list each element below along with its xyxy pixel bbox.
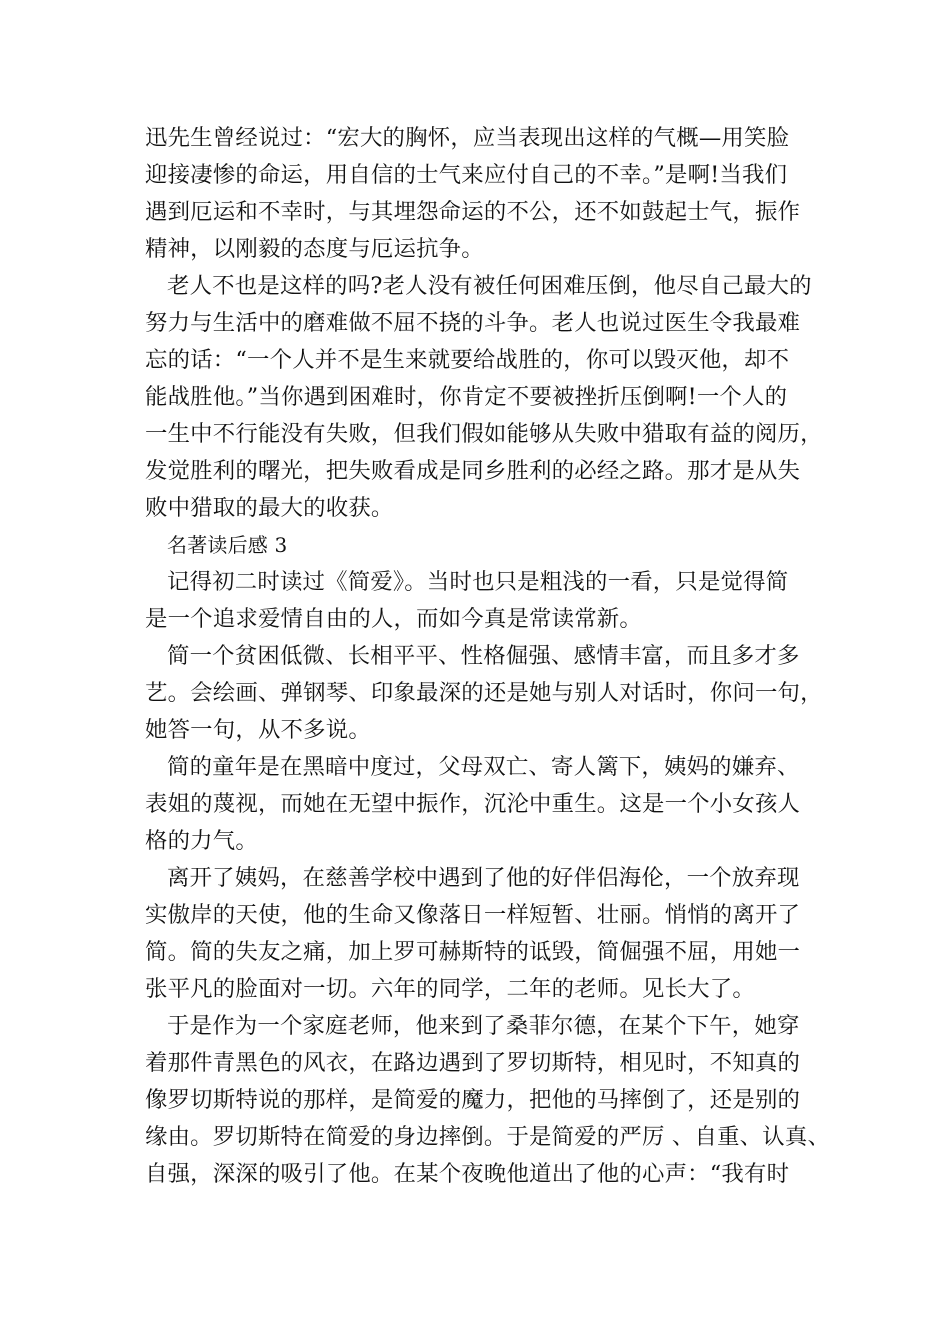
- text-line: 表姐的蔑视，而她在无望中振作，沉沦中重生。这是一个小女孩人: [145, 791, 801, 817]
- text-line: 能战胜他。”当你遇到困难时，你肯定不要被挫折压倒啊!一个人的: [145, 384, 788, 410]
- text-line: 简。简的失友之痛，加上罗可赫斯特的诋毁，简倔强不屈，用她一: [145, 939, 801, 965]
- text-line: 张平凡的脸面对一切。六年的同学，二年的老师。见长大了。: [145, 976, 755, 1002]
- text-line: 着那件青黑色的风衣，在路边遇到了罗切斯特，相见时，不知真的: [145, 1050, 801, 1076]
- text-line: 努力与生活中的磨难做不屈不挠的斗争。老人也说过医生令我最难: [145, 310, 801, 336]
- text-line: 实傲岸的天使，他的生命又像落日一样短暂、壮丽。悄悄的离开了: [145, 902, 801, 928]
- text-line: 艺。会绘画、弹钢琴、印象最深的还是她与别人对话时，你问一句，: [145, 680, 823, 706]
- text-line: 她答一句，从不多说。: [145, 717, 371, 743]
- text-line: 自强，深深的吸引了他。在某个夜晚他道出了他的心声：“我有时: [145, 1161, 790, 1187]
- text-line: 缘由。罗切斯特在简爱的身边摔倒。于是简爱的严厉 、自重、认真、: [145, 1124, 831, 1150]
- text-line: 记得初二时读过《简爱》。当时也只是粗浅的一看，只是觉得简: [167, 569, 789, 595]
- document-body: [145, 120, 835, 1193]
- text-line: 简一个贫困低微、长相平平、性格倔强、感情丰富，而且多才多: [167, 643, 800, 669]
- text-line: 败中猎取的最大的收获。: [145, 495, 394, 521]
- text-line: 迎接凄惨的命运，用自信的士气来应付自己的不幸。”是啊!当我们: [145, 162, 788, 188]
- text-line: 一生中不行能没有失败，但我们假如能够从失败中猎取有益的阅历，: [145, 421, 823, 447]
- text-line: 于是作为一个家庭老师，他来到了桑菲尔德，在某个下午，她穿: [167, 1013, 800, 1039]
- text-line: 遇到厄运和不幸时，与其埋怨命运的不公，还不如鼓起士气，振作: [145, 199, 801, 225]
- text-line: 发觉胜利的曙光，把失败看成是同乡胜利的必经之路。那才是从失: [145, 458, 801, 484]
- text-line: 像罗切斯特说的那样，是简爱的魔力，把他的马摔倒了，还是别的: [145, 1087, 801, 1113]
- text-line: 迅先生曾经说过：“宏大的胸怀，应当表现出这样的气概—用笑脸: [145, 125, 790, 151]
- text-line: 是一个追求爱情自由的人，而如今真是常读常新。: [145, 606, 642, 632]
- text-line: 忘的话：“一个人并不是生来就要给战胜的，你可以毁灭他，却不: [145, 347, 790, 373]
- text-line: 简的童年是在黑暗中度过，父母双亡、寄人篱下，姨妈的嫌弃、: [167, 754, 800, 780]
- text-line: 离开了姨妈，在慈善学校中遇到了他的好伴侣海伦，一个放弃现: [167, 865, 800, 891]
- text-line: 精神，以刚毅的态度与厄运抗争。: [145, 236, 484, 262]
- text-line: 格的力气。: [145, 828, 258, 854]
- text-line: 老人不也是这样的吗?老人没有被任何困难压倒，他尽自己最大的: [167, 273, 812, 299]
- section-heading: 名著读后感 3: [167, 533, 288, 557]
